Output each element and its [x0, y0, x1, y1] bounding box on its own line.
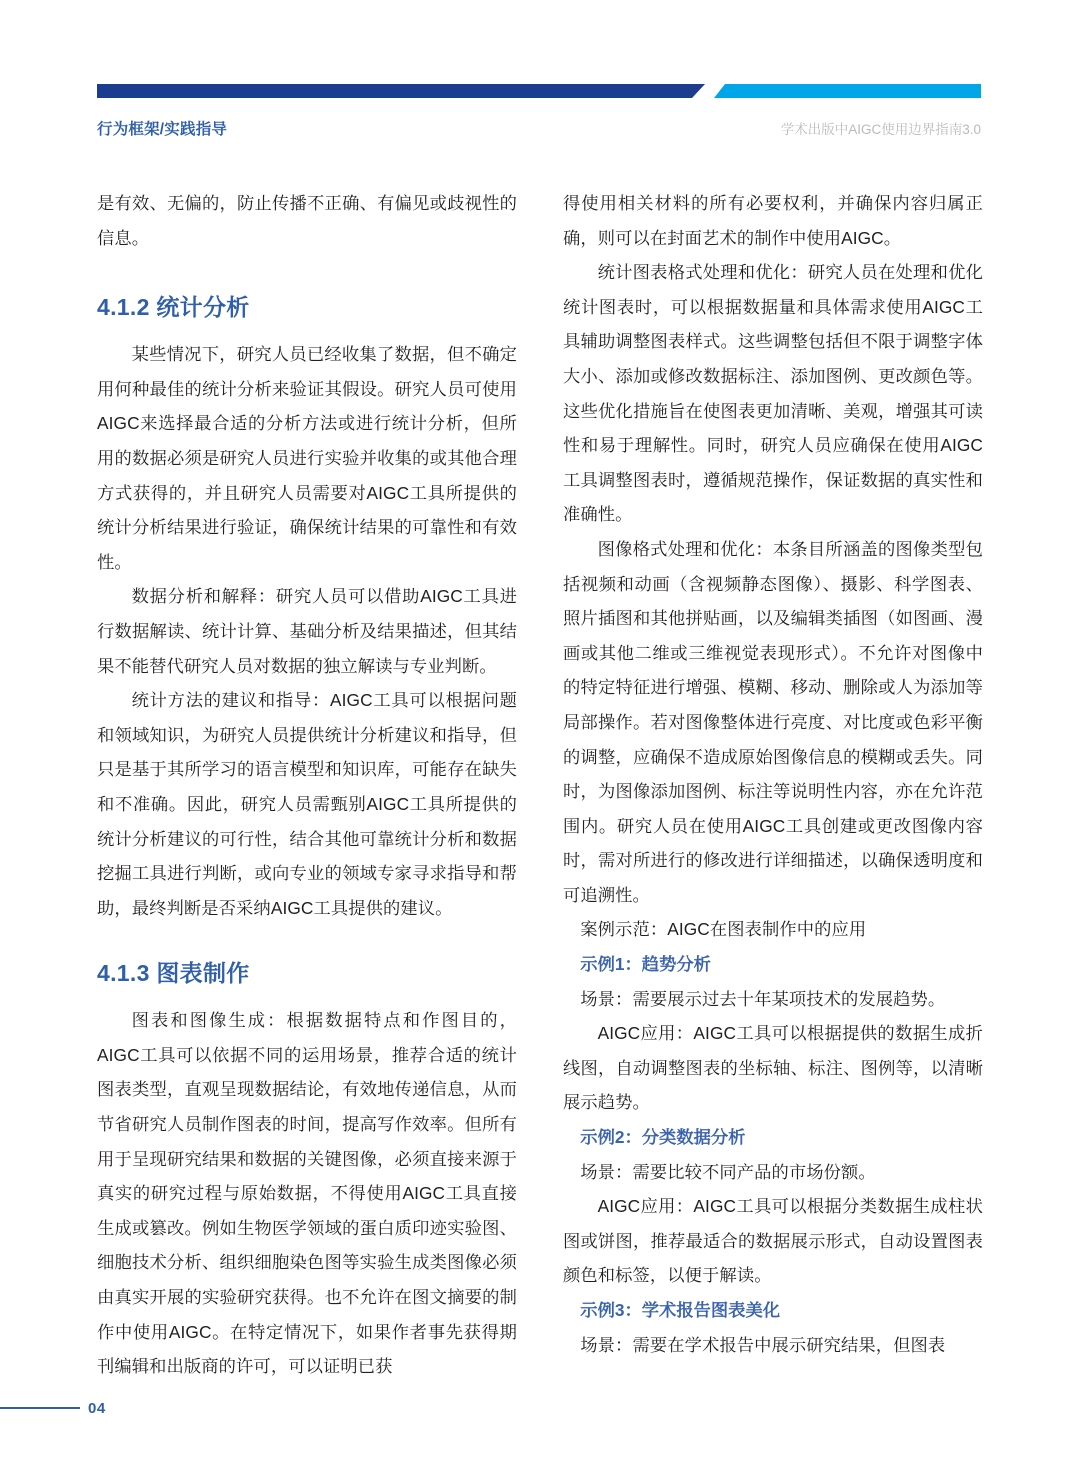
paragraph-continued-right: 得使用相关材料的所有必要权利，并确保内容归属正确，则可以在封面艺术的制作中使用AIGC。 — [563, 193, 983, 248]
header-rule-group — [0, 84, 1080, 100]
running-head-document-title: 学术出版中AIGC使用边界指南3.0 — [780, 122, 981, 137]
example-3-heading: 示例3：学术报告图表美化 — [580, 1300, 781, 1320]
right-column — [563, 186, 983, 1384]
page-footer — [0, 1396, 1080, 1420]
running-head — [97, 117, 981, 141]
example-1-application: AIGC应用：AIGC工具可以根据提供的数据生成折线图，自动调整图表的坐标轴、标注、图例等，以清晰展示趋势。 — [563, 1023, 983, 1113]
body-columns — [97, 186, 983, 1384]
example-1-heading: 示例1：趋势分析 — [580, 954, 711, 975]
paragraph-4-1-3-1: 图表和图像生成：根据数据特点和作图目的，AIGC工具可以依据不同的运用场景，推荐合适的统计图表类型，直观呈现数据结论，有效地传递信息，从而节省研究人员制作图表的时间，提高写作效率。但所有用于呈现研究结果和数据的关键图像，必须直接来源于真实的研究过程与原始数据，不得使用AIGC工具直接生成或篡改。例如生物医学领域的蛋白质印迹实验图、细胞技术分析、组织细胞染色图等实验生成类图像必须由真实开展的实验研究获得。也不允许在图文摘要的制作中使用AIGC。在特定情况下，如果作者事先获得期刊编辑和出版商的许可，可以证明已获 — [97, 1010, 517, 1377]
example-3-scene: 场景：需要在学术报告中展示研究结果，但图表 — [580, 1334, 946, 1355]
example-2-application: AIGC应用：AIGC工具可以根据分类数据生成柱状图或饼图，推荐最适合的数据展示形式，自动设置图表颜色和标签，以便于解读。 — [563, 1196, 983, 1286]
paragraph-continued: 是有效、无偏的，防止传播不正确、有偏见或歧视性的信息。 — [97, 193, 517, 248]
header-rule-dark — [97, 84, 705, 98]
paragraph-4-1-2-3: 统计方法的建议和指导：AIGC工具可以根据问题和领域知识，为研究人员提供统计分析建议和指导，但只是基于其所学习的语言模型和知识库，可能存在缺失和不准确。因此，研究人员需甄别AIGC工具所提供的统计分析建议的可行性，结合其他可靠统计分析和数据挖掘工具进行判断，或向专业的领域专家寻求指导和帮助，最终判断是否采纳AIGC工具提供的建议。 — [97, 690, 517, 918]
example-2-heading: 示例2：分类数据分析 — [580, 1127, 746, 1148]
paragraph-4-1-2-1: 某些情况下，研究人员已经收集了数据，但不确定用何种最佳的统计分析来验证其假设。研究人员可使用AIGC来选择最合适的分析方法或进行统计分析，但所用的数据必须是研究人员进行实验并收集的或其他合理方式获得的，并且研究人员需要对AIGC工具所提供的统计分析结果进行验证，确保统计结果的可靠性和有效性。 — [97, 344, 517, 572]
header-rule-light — [714, 84, 981, 98]
footer-rule — [0, 1407, 80, 1409]
example-1-scene: 场景：需要展示过去十年某项技术的发展趋势。 — [580, 988, 946, 1009]
paragraph-chart-format: 统计图表格式处理和优化：研究人员在处理和优化统计图表时，可以根据数据量和具体需求使用AIGC工具辅助调整图表样式。这些调整包括但不限于调整字体大小、添加或修改数据标注、添加图例、更改颜色等。这些优化措施旨在使图表更加清晰、美观，增强其可读性和易于理解性。同时，研究人员应确保在使用AIGC工具调整图表时，遵循规范操作，保证数据的真实性和准确性。 — [563, 262, 983, 525]
left-column — [97, 186, 517, 1384]
paragraph-image-format: 图像格式处理和优化：本条目所涵盖的图像类型包括视频和动画（含视频静态图像）、摄影、科学图表、照片插图和其他拼贴画，以及编辑类插图（如图画、漫画或其他二维或三维视觉表现形式）。不允许对图像中的特定特征进行增强、模糊、移动、删除或人为添加等局部操作。若对图像整体进行亮度、对比度或色彩平衡的调整，应确保不造成原始图像信息的模糊或丢失。同时，为图像添加图例、标注等说明性内容，亦在允许范围内。研究人员在使用AIGC工具创建或更改图像内容时，需对所进行的修改进行详细描述，以确保透明度和可追溯性。 — [563, 538, 983, 905]
paragraph-4-1-2-2: 数据分析和解释：研究人员可以借助AIGC工具进行数据解读、统计计算、基础分析及结果描述，但其结果不能替代研究人员对数据的独立解读与专业判断。 — [97, 586, 517, 676]
running-head-section-label: 行为框架/实践指导 — [97, 121, 228, 138]
case-demo-title: 案例示范：AIGC在图表制作中的应用 — [580, 919, 867, 940]
example-2-scene: 场景：需要比较不同产品的市场份额。 — [580, 1161, 876, 1182]
heading-4-1-3: 4.1.3 图表制作 — [97, 960, 250, 987]
page-number: 04 — [88, 1399, 106, 1417]
heading-4-1-2: 4.1.2 统计分析 — [97, 294, 250, 321]
